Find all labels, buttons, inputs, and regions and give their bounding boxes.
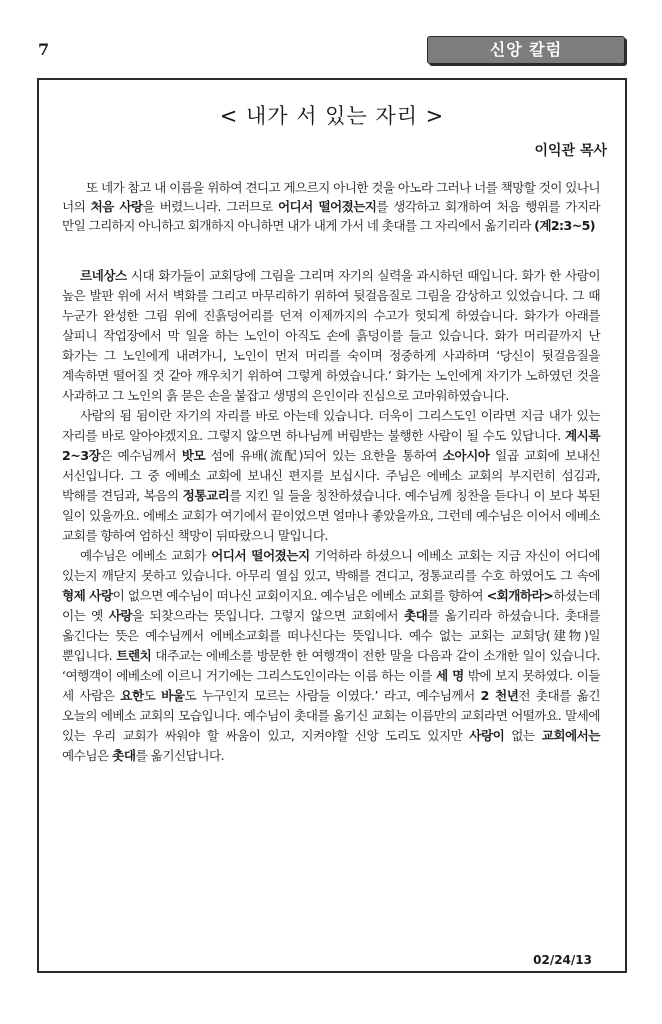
body-text: 예수님은 에베소 교회가 [80,548,212,563]
emphasis: 어디서 떨어졌는지 [211,548,310,563]
body-text: 은 예수님께서 [100,448,182,463]
body-text: 사람의 됨 됨이란 자기의 자리를 바로 아는데 있습니다. 더욱이 그리스도인 이라면 지금 내가 있는 자리를 바로 알아야겠지요. 그렇지 않으면 하나님께 버림받는 불행한 사람이 될 수도 있답니다. [62,408,600,443]
emphasis: 2 천년 [480,688,519,703]
emphasis: 르네상스 [80,268,127,283]
article-body [62,266,600,766]
emphasis: 밧모 [181,448,206,463]
body-text: 대주교는 에베소를 방문한 한 여행객이 전한 말을 다음과 같이 소개한 일이 있습니다. ‘여행객이 에베소에 이르니 거기에는 그리스도인이라는 이름 하는 이를 [62,648,601,683]
author-name: 이익관 목사 [534,143,607,159]
emphasis: 사랑 [108,608,133,623]
body-text: 도 누구인지 모르는 사람들 이였다.’ 라고, 예수님께서 [184,688,481,703]
body-text: 도 [143,688,162,703]
section-label: 신앙 칼럼 [427,36,625,64]
emphasis: 소아시아 [442,448,490,463]
paragraph-2 [62,406,600,546]
body-text: 시대 화가들이 교회당에 그림을 그리며 자기의 실력을 과시하던 때입니다. 화가 한 사람이 높은 발판 위에 서서 벽화를 그리고 마무리하기 위하여 뒷걸음질로 그림을 감상하고 있었습니다. 그 때 누군가 완성한 그림 위에 진흙덩어리를 던져 이제까지의 수고가 헛되게 하였습니다. 화가가 아래를 살피니 작업장에서 막 일을 하는 노인이 아직도 손에 흙덩이를 들고 있습니다. 화가 머리끝까지 난 화가는 그 노인에게 내려가니, 노인이 먼저 머리를 숙이며 정중하게 사과하며 ‘당신이 뒷걸음질을 계속하면 떨어질 것 같아 깨우치기 위하여 그렇게 하였습니다.’ 화가는 노인에게 자기가 노하였던 것을 사과하고 그 노인의 흙 묻은 손을 붙잡고 생명의 은인이라 진심으로 고마워하였습니다. [62,268,600,403]
body-text: 를 지킨 일 들을 칭찬하셨습니다. 예수님께 칭찬을 듣다니 이 보다 복된 일이 있을까요. 에베소 교회가 여기에서 끝이었으면 얼마나 좋았을까요, 그런데 예수님은 이어서 에베소 교회를 향하여 엄하신 책망이 뒤따랐으니 말입니다. [62,488,600,543]
body-text: 기억하라 하셨으니 에베소 교회는 지금 자신이 어디에 있는지 깨닫지 못하고 있습니다. 아무리 열심 있고, 박해를 견디고, 정통교리를 수호 하였어도 그 속에 [62,548,600,583]
emphasis: 촛대 [112,748,136,763]
emphasis: 사랑이 [469,728,505,743]
body-text: 를 옮기리라 하셨습니다. 촛대를 옮긴다는 뜻은 예수님께서 에베소교회를 떠나신다는 뜻입니다. 예수 없는 교회는 교회당(建物)일 뿐입니다. [62,608,600,663]
publish-date: 02/24/13 [533,953,592,967]
verse-reference: (계2:3~5) [534,218,595,233]
page-number: 7 [38,40,50,59]
body-text: 일곱 교회에 보내신 서신입니다. 그 중 에베소 교회에 보내신 편지를 보십시다. 주님은 에베소 교회의 부지런히 섬김과, 박해를 견딤과, 복음의 [62,448,600,503]
verse-emphasis: 어디서 떨어졌는지 [277,199,377,214]
body-text: 밖에 보지 못하였다. 이들 세 사람은 [62,668,601,703]
body-text: 전 촛대를 옮긴 오늘의 에베소 교회의 모습입니다. 예수님이 촛대를 옮기신 교회는 이름만의 교회라면 어떨까요. 말세에 있는 우리 교회가 싸워야 할 싸움이 있고, 지켜야할 신앙 도리도 있지만 [62,688,601,743]
emphasis: 트렌치 [116,648,152,663]
verse-emphasis: 처음 사랑 [90,199,143,214]
emphasis: 교회에서는 [541,728,600,743]
emphasis: 촛대 [403,608,428,623]
emphasis: 형제 사랑 [62,588,113,603]
body-text: 하셨는데 이는 옛 [62,588,601,623]
body-text: 이 없으면 예수님이 떠나신 교회이지요. 예수님은 에베소 교회를 향하여 [112,588,487,603]
paragraph-3 [62,546,600,766]
body-text: 를 옮기신답니다. [135,748,225,763]
verse-text: 를 생각하고 회개하여 처음 행위를 가지라 만일 그리하지 아니하고 회개하지 아니하면 내가 내게 가서 네 촛대를 그 자리에서 옮기리라 [62,199,600,233]
emphasis: 정통교리 [182,488,230,503]
emphasis: 세 명 [436,668,464,683]
body-text: 섬에 유배(流配)되어 있는 요한을 통하여 [205,448,443,463]
emphasis: 계시록 2~3장 [62,428,600,463]
body-text: 없는 [504,728,542,743]
emphasis: 바울 [161,688,185,703]
scripture-quote [62,178,600,235]
article-title: < 내가 서 있는 자리 > [219,104,445,128]
verse-text: 또 네가 참고 내 이름을 위하여 견디고 게으르지 아니한 것을 아노라 그러나 너를 책망할 것이 있나니 너의 [62,180,600,214]
emphasis: <회개하라> [486,588,554,603]
body-text: 예수님은 [62,748,113,763]
paragraph-1 [62,266,600,406]
verse-text: 을 버렸느니라. 그러므로 [142,199,278,214]
emphasis: 요한 [120,688,144,703]
body-text: 을 되찾으라는 뜻입니다. 그렇지 않으면 교회에서 [132,608,404,623]
